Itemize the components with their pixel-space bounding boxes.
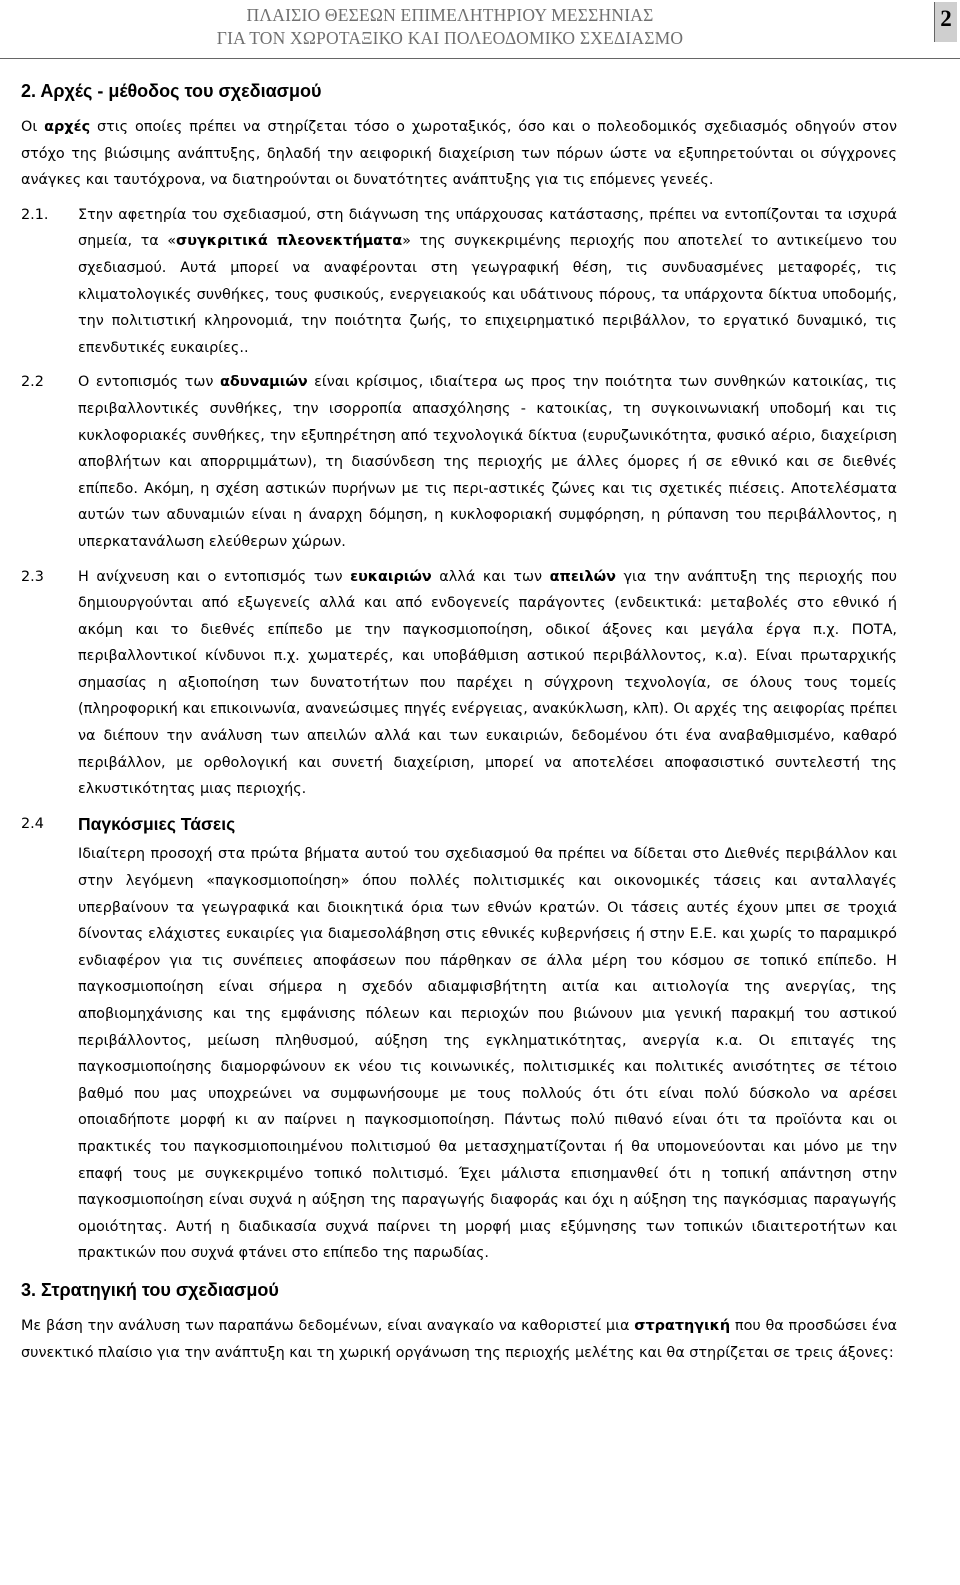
s23-bold-term-opportunities: ευκαιριών — [350, 568, 432, 585]
s23-text-end: για την ανάπτυξη της περιοχής που δημιουργούνται από εξωγενείς αλλά και από ενδογενείς παράγοντες (ενδεικτικά: μεταβολές στο εθνικό ή ακόμη και το διεθνές επίπεδο με την παγκοσμιοποίηση, οδικοί άξονες και μεγάλα έργα π.χ. ΠΟΤΑ, περιβαλλοντικοί κίνδυνοι π.χ. χωματερές, και υποβάθμιση αστικού περιβάλλοντος, κ.α). Είναι πρωταρχικής σημασίας η αξιοποίηση των δυνατοτήτων που παρέχει η σύγχρονη τεχνολογία, σε όλους τους τομείς (πληροφορική και επικοινωνία, ανανεώσιμες πηγές ενέργειας, ανακύκλωση, κλπ). Οι αρχές της αειφορίας πρέπει να διέπουν την ανάλυση των απειλών αλλά και των ευκαιριών, δεδομένου ότι ένα αναβαθμισμένο, καθαρό περιβάλλον, με ορθολογική και συνετή διαχείριση, μπορεί να αποτελέσει αποφασιστικό συντελεστή της ελκυστικότητας μιας περιοχής. — [78, 568, 897, 798]
s22-bold-term: αδυναμιών — [219, 374, 308, 391]
s21-bold-term: συγκριτικά πλεονεκτήματα — [176, 233, 403, 250]
page-number: 2 — [934, 2, 957, 42]
header-title-line-2: ΓΙΑ ΤΟΝ ΧΩΡΟΤΑΞΙΚΟ ΚΑΙ ΠΟΛΕΟΔΟΜΙΚΟ ΣΧΕΔΙΑΣΜΟ — [216, 28, 684, 48]
s22-text-start: Ο εντοπισμός των — [78, 374, 220, 391]
section-2-intro — [21, 114, 897, 194]
s3-text-start: Με βάση την ανάλυση των παραπάνω δεδομένων, είναι αναγκαίο να καθοριστεί μια — [21, 1317, 635, 1334]
section-3-text — [21, 1313, 897, 1366]
s22-text-end: είναι κρίσιμος, ιδιαίτερα ως προς την ποιότητα των συνθηκών κατοικίας, τις περιβαλλοντικές συνθήκες, την ισορροπία απασχόλησης - κατοικίας, τη συγκοινωνιακή υποδομή και τις κυκλοφοριακές συνθήκες, την εξυπηρέτηση από τεχνολογικά δίκτυα (ευρυζωνικότητα, φυσικό αέριο, διαχείριση αποβλήτων και απορριμμάτων), τη διασύνδεση της περιοχής με άλλες όμορες ή σε εθνικό και σε διεθνές επίπεδο. Ακόμη, η σχέση αστικών πυρήνων με τις περι-αστικές ζώνες και τις σχετικές πιέσεις. Αποτελέσματα αυτών των αδυναμιών είναι η άναρχη δόμηση, η κυκλοφοριακή συμφόρηση, η ρύπανση του περιβάλλοντος, η υπερκατανάλωση ελεύθερων χώρων. — [78, 374, 897, 550]
subsection-2-1 — [21, 202, 897, 362]
subsection-number: 2.4 — [21, 815, 44, 832]
intro-bold-term: αρχές — [44, 119, 91, 135]
s21-text-end: » της συγκεκριμένης περιοχής που αποτελεί το αντικείμενο του σχεδιασμού. Αυτά μπορεί να αναφέρονται στη γεωγραφική θέση, τις συνδυασμένες μεταφορές, τις κλιματολογικές συνθήκες, τους φυσικούς, ενεργειακούς και υδάτινους πόρους, τα υπάρχοντα δίκτυα υποδομής, την πολιτιστική κληρονομιά, την ποιότητα ζωής, το επιχειρηματικό περιβάλλον, το εργατικό δυναμικό, τις επενδυτικές ευκαιρίες.. — [78, 233, 898, 356]
s23-text-middle: αλλά και των — [431, 568, 550, 585]
subsection-2-3 — [21, 564, 897, 803]
s3-text-end: που θα προσδώσει ένα συνεκτικό πλαίσιο για την ανάπτυξη και τη χωρική οργάνωση της περιοχής μελέτης και θα στηρίζεται σε τρεις άξονες: — [21, 1317, 897, 1361]
intro-text-start: Οι — [21, 119, 45, 135]
s23-text-start: Η ανίχνευση και ο εντοπισμός των — [78, 568, 351, 585]
subsection-2-4 — [21, 811, 897, 1267]
s21-text-start: Στην αφετηρία του σχεδιασμού, στη διάγνωση της υπάρχουσας κατάστασης, πρέπει να εντοπίζονται τα ισχυρά σημεία, τα « — [78, 206, 897, 250]
document-body — [21, 78, 897, 1366]
s3-bold-term: στρατηγική — [634, 1317, 731, 1334]
subsection-2-2 — [21, 369, 897, 555]
section-3-heading: 3. Στρατηγική του σχεδιασμού — [21, 1279, 279, 1300]
subsection-number: 2.3 — [21, 568, 44, 585]
subsection-2-3-text — [78, 564, 897, 803]
subsection-number: 2.1. — [21, 206, 49, 223]
header-title-line-1: ΠΛΑΙΣΙΟ ΘΕΣΕΩΝ ΕΠΙΜΕΛΗΤΗΡΙΟΥ ΜΕΣΣΗΝΙΑΣ — [246, 5, 654, 25]
subsection-2-4-title: Παγκόσμιες Τάσεις — [78, 813, 236, 834]
intro-text-end: στις οποίες πρέπει να στηρίζεται τόσο ο χωροταξικός, όσο και ο πολεοδομικός σχεδιασμός οδηγούν στον στόχο της βιώσιμης ανάπτυξης, δηλαδή την αειφορική διαχείριση των πόρων ώστε να εξυπηρετούνται οι σύγχρονες ανάγκες και ταυτόχρονα, να διατηρούνται οι δυνατότητες ανάπτυξης για τις επόμενες γενεές. — [21, 119, 897, 189]
subsection-2-1-text — [78, 202, 897, 362]
page-header — [0, 0, 960, 59]
subsection-number: 2.2 — [21, 374, 44, 391]
section-2-heading: 2. Αρχές - μέθοδος του σχεδιασμού — [21, 81, 322, 101]
subsection-2-2-text — [78, 369, 897, 555]
subsection-2-4-text: Ιδιαίτερη προσοχή στα πρώτα βήματα αυτού του σχεδιασμού θα πρέπει να δίδεται στο Διεθνές περιβάλλον και στην λεγόμενη «παγκοσμιοποίηση» όπου πολλές πολιτισμικές και οικονομικές τάσεις και ανταλλαγές υπερβαίνουν τα γεωγραφικά και διοικητικά όρια των εθνών κρατών. Οι τάσεις αυτές έχουν μπει σε τροχιά δίνοντας ελάχιστες ευκαιρίες για διαμεσολάβηση στις εθνικές κυβερνήσεις ή στην Ε.Ε. και χωρίς το παραμικρό ενδιαφέρον για τις συνέπειες αποφάσεων που πάρθηκαν σε άλλα μέρη του κόσμου σε τοπικό επίπεδο. Η παγκοσμιοποίηση είναι σήμερα η σχεδόν αδιαμφισβήτητη αιτία και αιτιολογία της ανεργίας, της αποβιομηχάνισης και της εμφάνισης πόλεων και περιοχών που βιώνουν μια γενική παρακμή του αστικού περιβάλλοντος, μείωση πληθυσμού, αύξηση της εγκληματικότητας, ανεργία κ.α. Οι επιταγές της παγκοσμιοποίησης διαμορφώνουν εκ νέου τις κοινωνικές, πολιτισμικές και πολιτικές ανισότητες σε τέτοιο βαθμό που μας υποχρεώνει να συμφωνήσουμε με τους πολλούς ότι ότι είναι πολύ δύσκολο να αρέσει οποιαδήποτε μορφή κι αν παίρνει η παγκοσμιοποίηση. Πάντως πολύ πιθανό είναι ότι τα προϊόντα και οι πρακτικές του παγκοσμιοποιημένου πολιτισμού θα μετασχηματίζονται ή θα υπομονεύονται και μόνο με την επαφή τους με συγκεκριμένο τοπικό πολιτισμό. Έχει μάλιστα επισημανθεί ότι η τοπική απάντηση στην παγκοσμιοποίηση είναι συχνά η αύξηση της παραγωγής διαφοράς και όχι η αύξηση της παγκόσμιας παραγωγής ομοιότητας. Αυτή η διαδικασία συχνά παίρνει τη μορφή μιας εξύμνησης των τοπικών ιδιαιτεροτήτων και πρακτικών που συχνά φτάνει στο επίπεδο της παρωδίας. — [78, 846, 897, 1262]
s23-bold-term-threats: απειλών — [549, 568, 616, 585]
